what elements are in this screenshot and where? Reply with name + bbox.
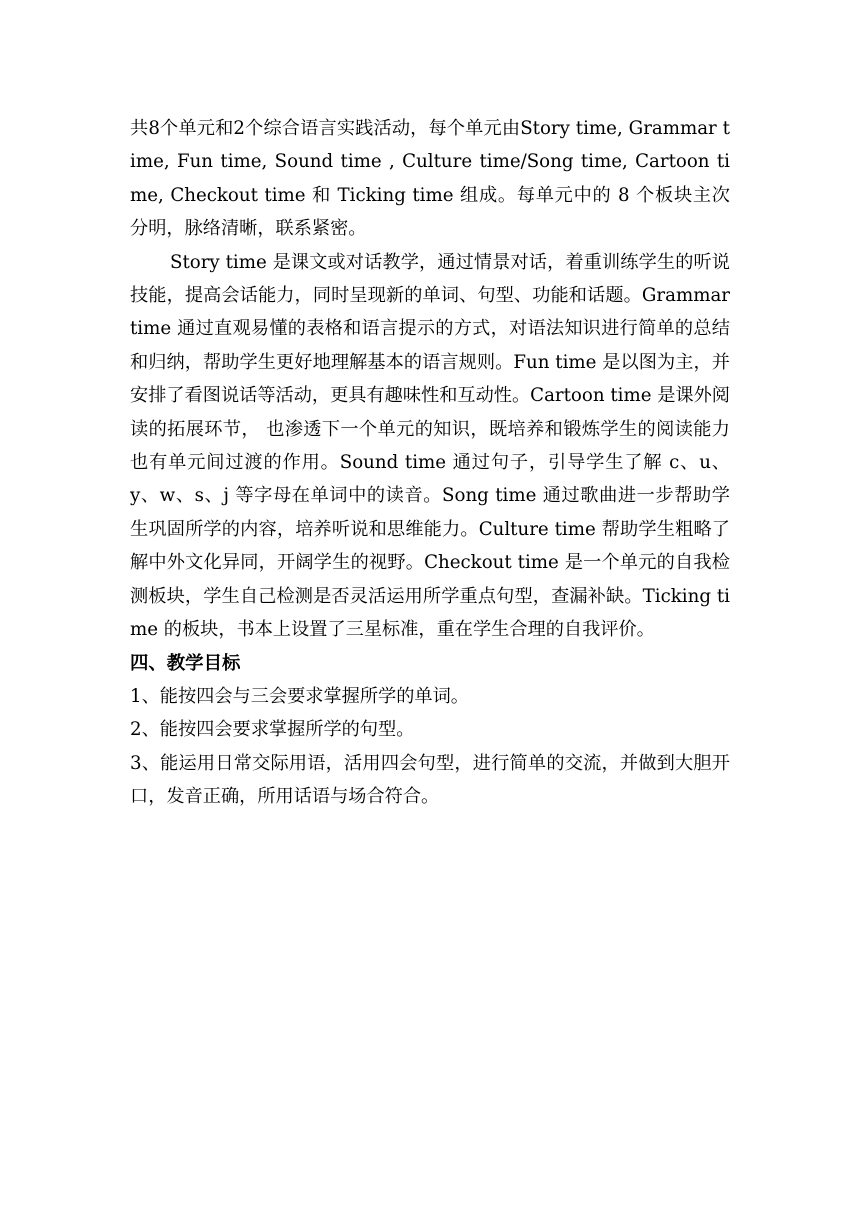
intro-paragraph: 共8个单元和2个综合语言实践活动，每个单元由Story time, Grammar time, Fun time, Sound time , Culture time/Song time, Cartoon time, Checkout time 和 Ticking time 组成。每单元中的 8 个板块主次分明，脉络清晰，联系紧密。 — [130, 118, 730, 240]
sections-paragraph: Story time 是课文或对话教学，通过情景对话，着重训练学生的听说技能，提高会话能力，同时呈现新的单词、句型、功能和话题。Grammar time 通过直观易懂的表格和语言提示的方式，对语法知识进行简单的总结和归纳，帮助学生更好地理解基本的语言规则。Fun time 是以图为主，并安排了看图说话等活动，更具有趣味性和互动性。Cartoon time 是课外阅读的拓展环节， 也渗透下一个单元的知识，既培养和锻炼学生的阅读能力也有单元间过渡的作用。Sound time 通过句子，引导学生了解 c、u、y、w、s、j 等字母在单词中的读音。Song time 通过歌曲进一步帮助学生巩固所学的内容，培养听说和思维能力。Culture time 帮助学生粗略了解中外文化异同，开阔学生的视野。Checkout time 是一个单元的自我检测板块，学生自己检测是否灵活运用所学重点句型，查漏补缺。Ticking time 的板块，书本上设置了三星标准，重在学生合理的自我评价。 — [130, 251, 730, 641]
goal-item-2: 2、能按四会要求掌握所学的句型。 — [130, 719, 415, 741]
goal-item-3: 3、能运用日常交际用语，活用四会句型，进行简单的交流，并做到大胆开口，发音正确，所用话语与场合符合。 — [130, 752, 730, 808]
goal-item-1: 1、能按四会与三会要求掌握所学的单词。 — [130, 685, 469, 707]
document-page — [130, 112, 730, 814]
section-heading: 四、教学目标 — [130, 652, 241, 674]
